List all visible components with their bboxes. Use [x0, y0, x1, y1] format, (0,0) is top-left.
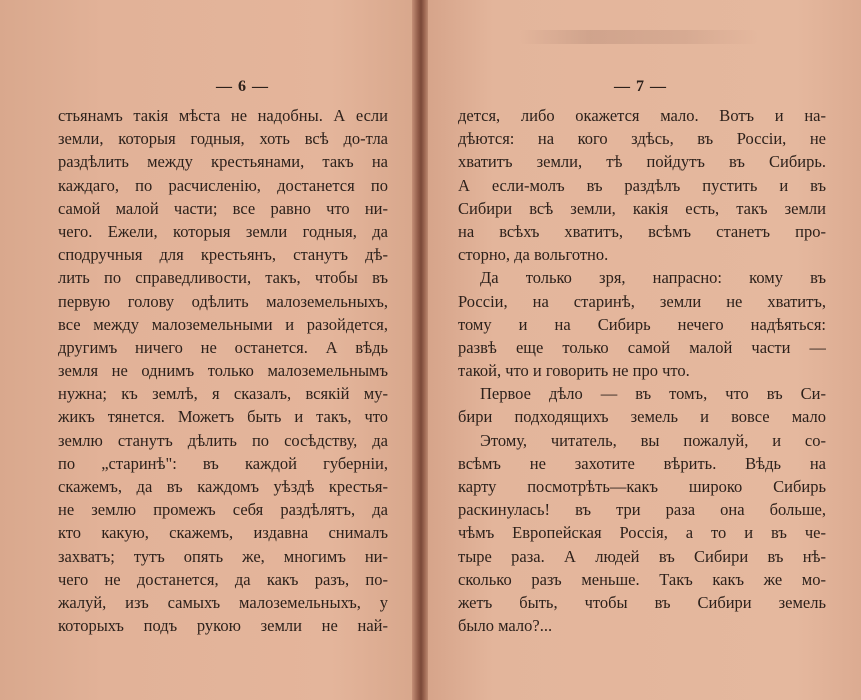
left-page: [0, 0, 414, 700]
text-line: сподручныя для крестьянъ, станутъ дѣ-: [58, 245, 388, 265]
text-line: первую голову одѣлить малоземельныхъ,: [58, 291, 388, 311]
text-line: лить по справедливости, такъ, чтобы въ: [58, 268, 388, 288]
text-line: дется, либо окажется мало. Вотъ и на-: [458, 106, 826, 125]
text-line: чего. Ежели, которыя земли годныя, да: [58, 221, 388, 241]
text-line: чѣмъ Европейская Россія, а то и въ че-: [458, 523, 826, 543]
text-line: дѣются: на кого здѣсь, въ Россіи, не: [458, 129, 826, 149]
text-line: Россіи, на старинѣ, земли не хватитъ,: [458, 291, 826, 311]
right-page: [428, 0, 861, 700]
text-line: жалуй, изъ самыхъ малоземельныхъ, у: [58, 592, 388, 612]
text-line: сколько разъ меньше. Такъ какъ же мо-: [458, 569, 826, 589]
text-line: землю станутъ дѣлить по сосѣдству, да: [58, 430, 388, 450]
text-line: тыре раза. А людей въ Сибири въ нѣ-: [458, 546, 826, 566]
text-line: другимъ ничего не останется. А вѣдь: [58, 337, 388, 357]
text-line: раздѣлить между крестьянами, такъ на: [58, 152, 388, 172]
text-line: хватитъ земли, тѣ пойдутъ въ Сибирь.: [458, 152, 826, 172]
text-line: земли, которыя годныя, хоть всѣ до-тла: [58, 129, 388, 149]
text-line: всѣмъ не захотите вѣрить. Вѣдь на: [458, 453, 826, 473]
text-line: было мало?...: [458, 616, 553, 636]
text-line: на всѣхъ хватитъ, всѣмъ станетъ про-: [458, 221, 826, 241]
text-line: стьянамъ такія мѣста не надобны. А если: [58, 106, 388, 125]
ink-smudge: [518, 30, 758, 44]
text-line: жикъ тянется. Можетъ быть и такъ, что: [58, 407, 388, 427]
text-line: чего не достанется, да какъ разъ, по-: [58, 569, 388, 589]
text-line: скажемъ, да въ каждомъ уѣздѣ крестья-: [58, 477, 388, 496]
text-line: жетъ быть, чтобы въ Сибири земель: [458, 592, 826, 612]
text-line: тому и на Сибирь нечего надѣяться:: [458, 314, 826, 334]
text-line: А если-молъ въ раздѣлъ пустить и въ: [458, 175, 826, 195]
text-line: раскинулась! въ три раза она больше,: [458, 500, 826, 520]
text-line: Первое дѣло — въ томъ, что въ Си-: [480, 384, 826, 404]
page-number-right: — 7 —: [614, 78, 667, 95]
text-line: по „старинѣ": въ каждой губерніи,: [58, 453, 388, 473]
text-line: все между малоземельными и разойдется,: [58, 314, 388, 334]
text-line: Сибири всѣ земли, какія есть, такъ земли: [458, 198, 826, 218]
text-line: развѣ еще только самой малой части —: [458, 337, 826, 357]
text-line: земля не однимъ только малоземельнымъ: [58, 361, 388, 381]
text-line: Да только зря, напрасно: кому въ: [480, 268, 826, 288]
text-line: такой, что и говорить не про что.: [458, 361, 690, 381]
text-line: кто какую, скажемъ, издавна снималъ: [58, 523, 388, 543]
text-line: сторно, да вольготно.: [458, 245, 609, 265]
text-line: нужна; къ землѣ, я сказалъ, всякій му-: [58, 384, 388, 404]
text-line: не землю промежъ себя раздѣлятъ, да: [58, 500, 388, 520]
text-line: самой малой части; все равно что ни-: [58, 198, 388, 218]
right-page-text: [458, 104, 826, 637]
text-line: Этому, читатель, вы пожалуй, и со-: [480, 430, 826, 450]
left-page-text: [58, 104, 388, 637]
text-line: захватъ; тутъ опять же, многимъ ни-: [58, 546, 388, 566]
text-line: карту посмотрѣть—какъ широко Сибирь: [458, 477, 826, 496]
text-line: которыхъ подъ рукою земли не най-: [58, 616, 388, 636]
page-number-left: — 6 —: [216, 78, 269, 95]
text-line: каждаго, по расчисленію, достанется по: [58, 175, 388, 195]
text-line: бири подходящихъ земель и вовсе мало: [458, 407, 826, 427]
